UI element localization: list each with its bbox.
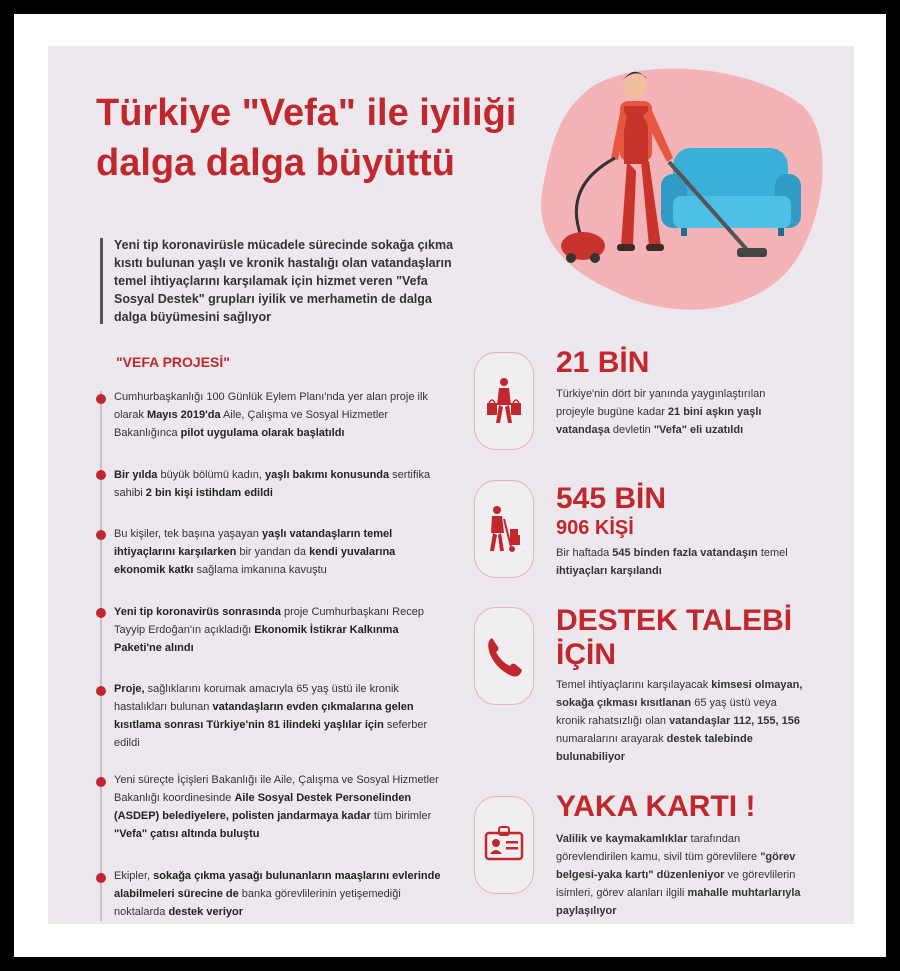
infographic-page <box>48 46 854 924</box>
timeline-bullet <box>96 873 106 883</box>
section-title: "VEFA PROJESİ" <box>116 354 230 370</box>
stat-subheading: 906 KİŞİ <box>556 517 634 539</box>
list-item: Bir yılda büyük bölümü kadın, yaşlı bakımı konusunda sertifika sahibi 2 bin kişi istihdam edildi <box>114 469 431 499</box>
id-card-icon <box>484 821 524 869</box>
vacuum-worker-illustration <box>523 46 833 316</box>
stat-heading: DESTEK TALEBİ İÇİN <box>556 604 793 671</box>
stat-text: Bir haftada 545 binden fazla vatandaşın temel ihtiyaçları karşılandı <box>556 547 788 577</box>
list-item: Cumhurbaşkanlığı 100 Günlük Eylem Planı'nda yer alan proje ilk olarak Mayıs 2019'da Aile, Çalışma ve Sosyal Hizmetler Bakanlığınca pilot uygulama olarak başlatıldı <box>114 391 428 439</box>
shopping-bags-icon <box>484 377 524 425</box>
stat-text: Temel ihtiyaçlarını karşılayacak kimsesi olmayan, sokağa çıkması kısıtlanan 65 yaş üstü veya kronik rahatsızlığı olan vatandaşlar 112, 155, 156 numaralarını arayarak destek talebinde bulunabiliyor <box>556 679 803 763</box>
list-item: Bu kişiler, tek başına yaşayan yaşlı vatandaşların temel ihtiyaçlarını karşılarken bir yandan da kendi yuvalarına ekonomik katkı sağlama imkanına kavuştu <box>114 528 396 576</box>
phone-icon <box>484 632 524 680</box>
stat-icon-box <box>474 796 534 894</box>
list-item: Yeni süreçte İçişleri Bakanlığı ile Aile, Çalışma ve Sosyal Hizmetler Bakanlığı koordinesinde Aile Sosyal Destek Personelinden (ASDEP) belediyelere, polisten jandarmaya kadar tüm birimler "Vefa" çatısı altında buluştu <box>114 774 439 840</box>
hand-truck-icon <box>484 505 524 553</box>
sofa-icon <box>661 148 801 236</box>
timeline-bullet <box>96 686 106 696</box>
stat-text: Türkiye'nin dört bir yanında yaygınlaştırılan projeyle bugüne kadar 21 bini aşkın yaşlı vatandaşa devletin "Vefa" eli uzatıldı <box>556 388 766 436</box>
stat-icon-box <box>474 607 534 705</box>
list-item: Yeni tip koronavirüs sonrasında proje Cumhurbaşkanı Recep Tayyip Erdoğan'ın açıkladığı Ekonomik İstikrar Kalkınma Paketi'ne alındı <box>114 606 424 654</box>
page-title: Türkiye "Vefa" ile iyiliği dalga dalga büyüttü <box>96 92 517 184</box>
timeline-bullet <box>96 394 106 404</box>
timeline-bullet <box>96 608 106 618</box>
stat-icon-box <box>474 480 534 578</box>
list-item: Ekipler, sokağa çıkma yasağı bulunanların maaşlarını evlerinde alabilmeleri sürecine de banka görevlilerinin yetişemediği noktalarda destek veriyor <box>114 870 441 918</box>
intro-accent-bar <box>100 238 103 324</box>
timeline-bullet <box>96 777 106 787</box>
intro-text: Yeni tip koronavirüsle mücadele sürecinde sokağa çıkma kısıtı bulunan yaşlı ve kronik hastalığı olan vatandaşların temel ihtiyaçlarını karşılamak için hizmet veren "Vefa Sosyal Destek" grupları iyilik ve merhametin de dalga dalga büyümesini sağlıyor <box>114 238 454 324</box>
stat-heading: YAKA KARTI ! <box>556 790 756 823</box>
stat-heading: 545 BİN <box>556 482 667 515</box>
timeline-bullet <box>96 470 106 480</box>
stat-icon-box <box>474 352 534 450</box>
stat-heading: 21 BİN <box>556 346 650 379</box>
stat-text: Valilik ve kaymakamlıklar tarafından görevlendirilen kamu, sivil tüm görevlilere "görev belgesi-yaka kartı" düzenleniyor ve görevlilerin isimleri, görev alanları ilgili mahalle muhtarlarıyla paylaşılıyor <box>556 833 801 917</box>
timeline-bullet <box>96 530 106 540</box>
list-item: Proje, sağlıklarını korumak amacıyla 65 yaş üstü ile kronik hastalıkları bulunan vatandaşların evden çıkmalarına gelen kısıtlama sonrası Türkiye'nin 81 ilindeki yaşlılar için seferber edildi <box>114 683 428 749</box>
